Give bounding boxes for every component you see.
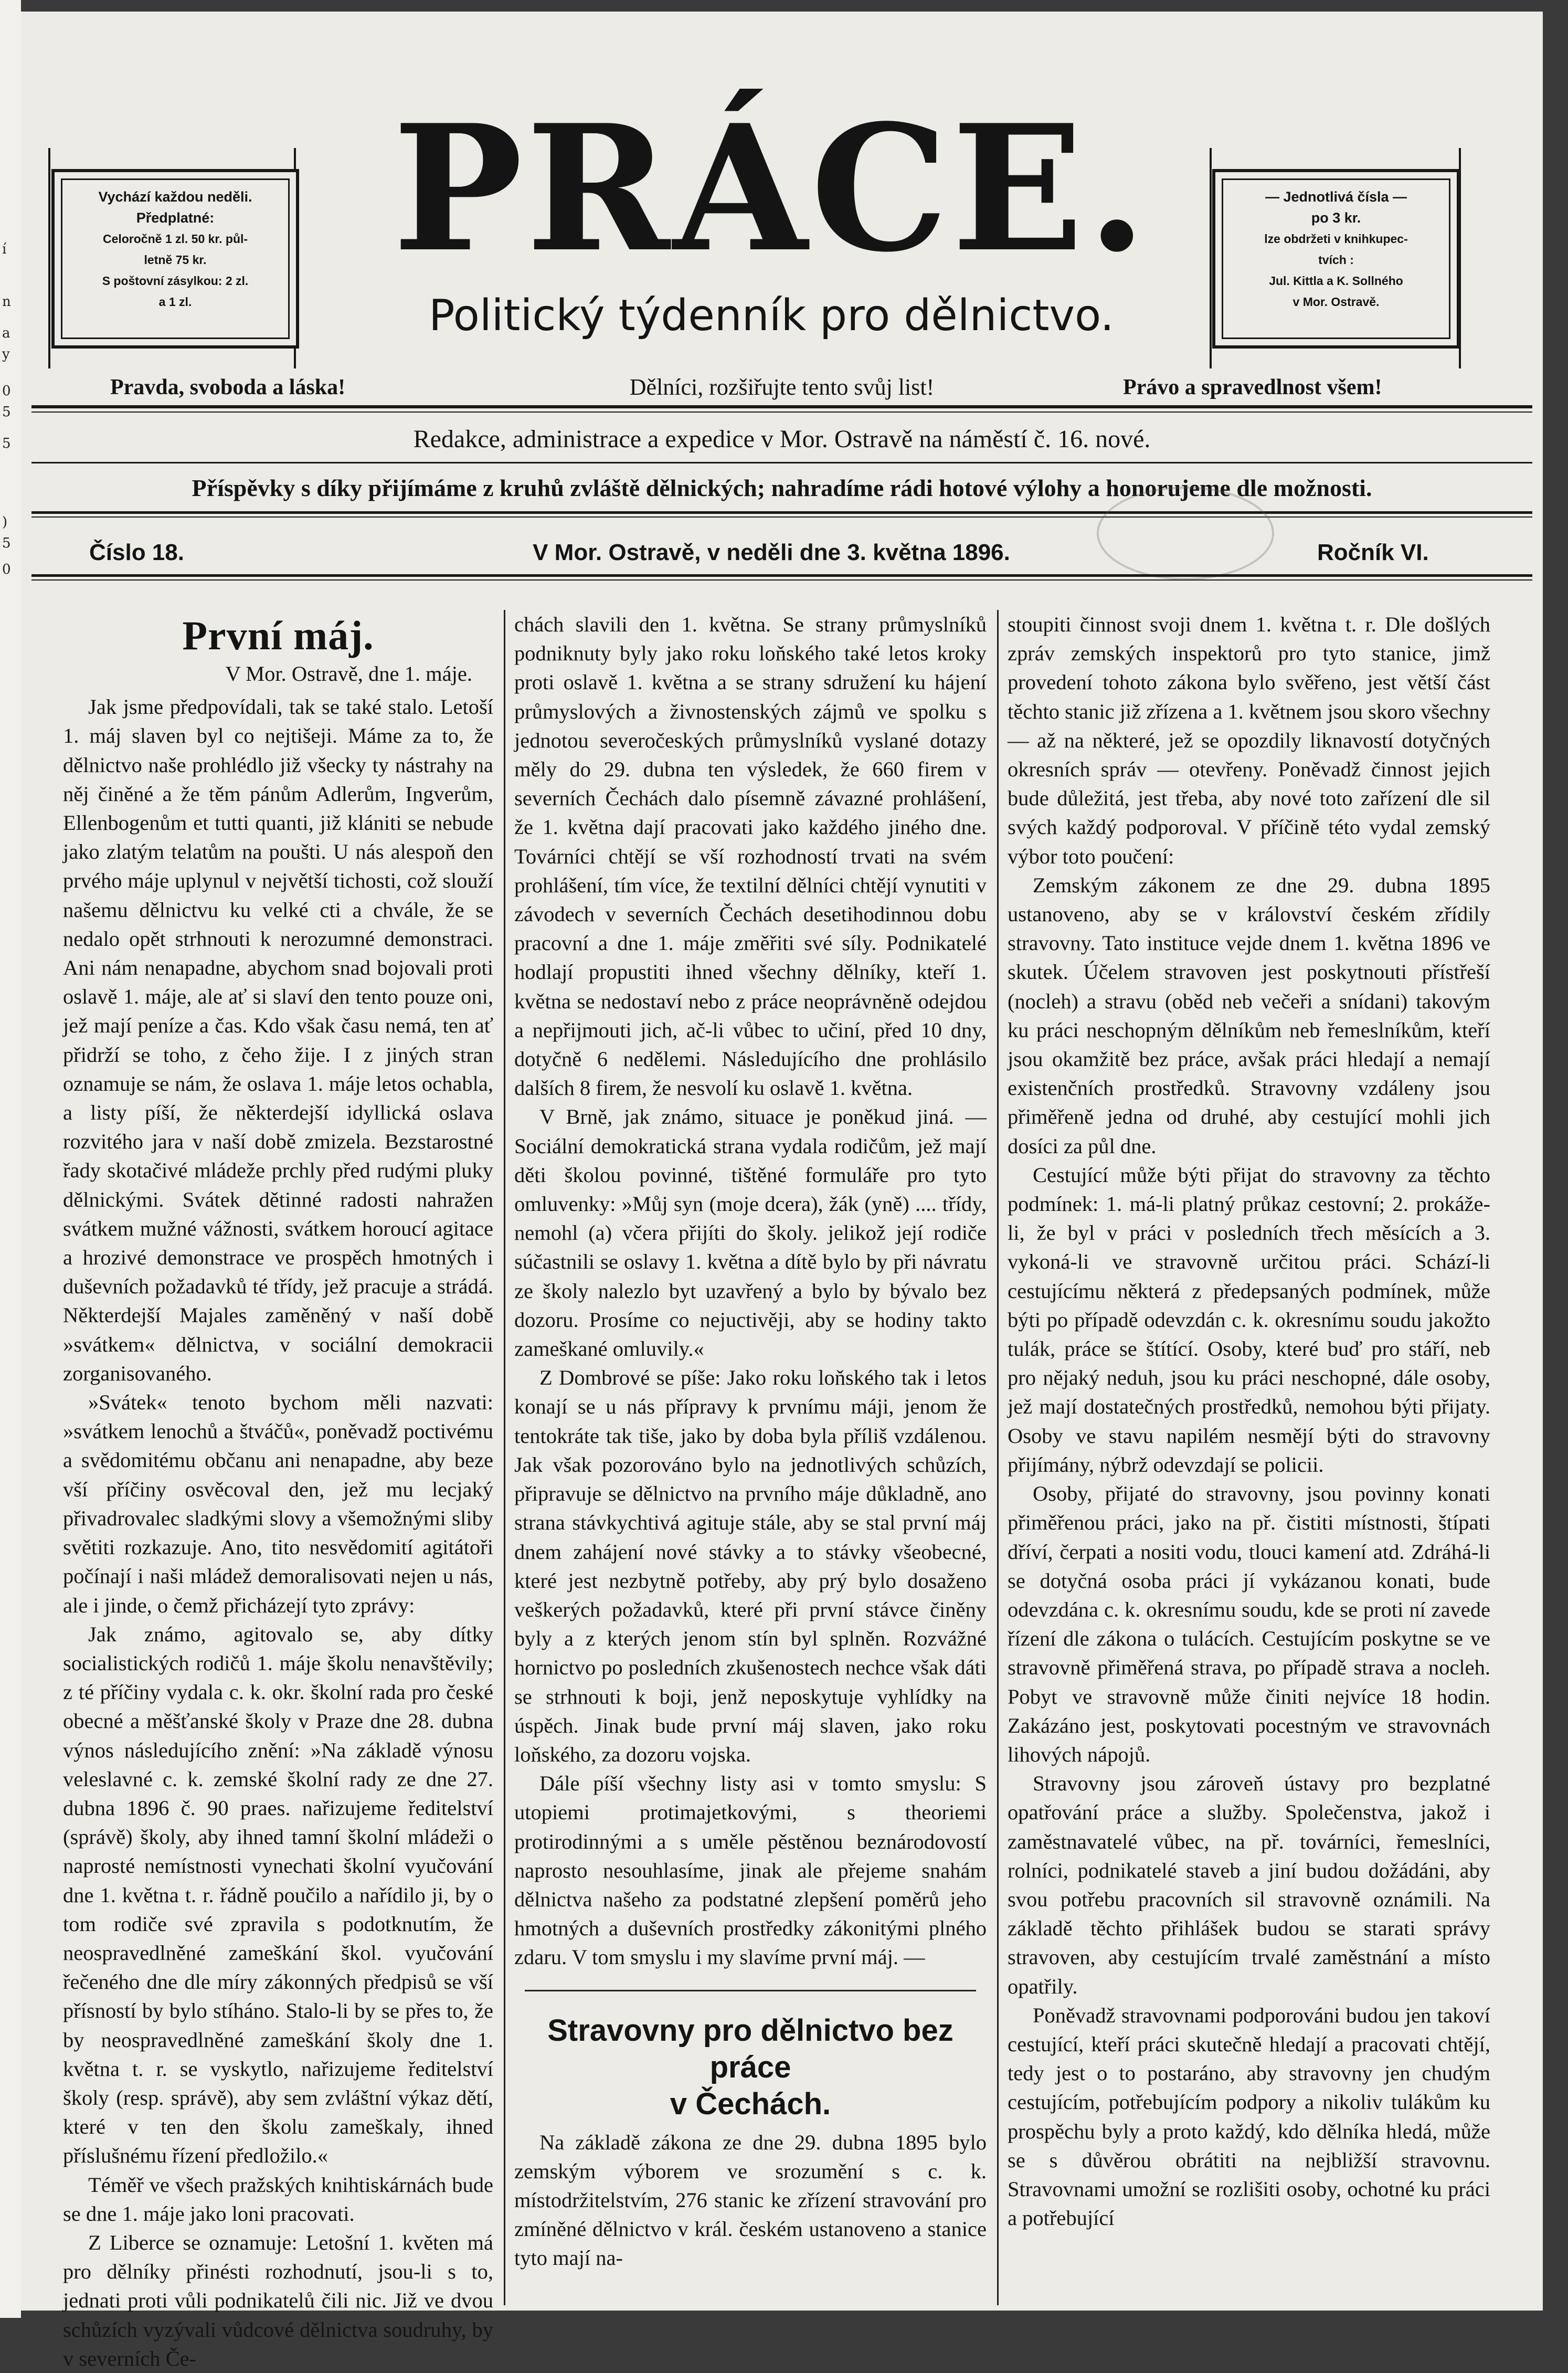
section-divider [525, 1990, 976, 1991]
paragraph: Z Dombrové se píše: Jako roku loňského tak i letos konají se u nás přípravy k prvnímu máji, jenom že tentokráte tak tiše, jako by doba byla příliš vzdálenou. Jak však pozorováno bylo na jednotlivých schůzích, připravuje se dělnictvo na prvního máje důkladně, ano strana stávkychtivá agituje stále, aby se stal první máj dnem zahájení nové stávky a to stávky všeobecné, které jest nezbytně potřeby, aby prý bylo dosaženo veškerých požadavků, které při první stávce činěny byly a z kterých jenom stín byl splněn. Rozvážné hornictvo po posledních zkušenostech nechce však dáti se strhnouti k boji, jenž neposkytuje vyhlídky na úspěch. Jinak bude první máj slaven, jako roku loňského, za dozoru vojska. [514, 1366, 987, 1766]
motto-right: Právo a spravedlnost všem! [1123, 375, 1382, 399]
header-rule [31, 405, 1532, 408]
motto-center: Dělníci, rozšiřujte tento svůj list! [629, 374, 935, 400]
header-rule [31, 574, 1532, 577]
single-issue-line: Jul. Kittla a K. Sollného [1269, 274, 1403, 288]
header-rule [31, 579, 1532, 581]
margin-char: 0 [2, 562, 11, 577]
column-divider [504, 610, 505, 2305]
single-issue-line: lze obdržeti v knihkupec- [1264, 232, 1408, 246]
article-title: Stravovny pro dělnictvo bez práce [547, 2013, 953, 2084]
subscription-line: a 1 zl. [158, 295, 192, 309]
paragraph: Stravovny jsou zároveň ústavy pro bezplatné opatřování práce a služby. Společenstva, jakož i zaměstnavatelé vůbec, na př. továrníci, řemeslníci, rolníci, podnikatelé staveb a jiní budou dožádáni, aby svou potřebu pracovních sil stravovně oznámili. Na základě těchto přihlášek budou se starati správy stravoven, aby cestujícím trvalé zaměstnání a místo opatřily. [1008, 1771, 1490, 1998]
margin-char: 0 [2, 383, 11, 399]
left-margin-strip [0, 0, 21, 2318]
header-rule [31, 516, 1532, 518]
paragraph: chách slavili den 1. května. Se strany průmyslníků podniknuty byly jako roku loňského také letos kroky proti oslavě 1. května a se strany sdružení ku hájení průmyslových a živnostenských zájmů ve spolku s jednotou severočeských průmyslníků vyslané dotazy měly do 29. dubna ten výsledek, že 660 firem v severních Čechách dalo písemně závazné prohlášení, že 1. května dají pracovati jako každého jiného dne. Továrníci chtějí se vší rozhodností trvati na svém prohlášení, tím více, že textilní dělníci chtějí vynutiti v závodech v severních Čechách desetihodinnou dobu pracovní a dne 1. máje změřiti své síly. Podnikatelé hodlají propustiti ihned všechny dělníky, kteří 1. května se nedostaví nebo z práce neoprávněně odejdou a nepřijmouti jich, ač-li vůbec to učiní, před 10 dny, dotyčně 6 nedělemi. Následujícího dne prohlásilo dalších 8 firem, že nesvolí ku oslavě 1. května. [514, 613, 987, 1100]
subscription-box [51, 169, 299, 349]
paragraph: V Brně, jak známo, situace je poněkud jiná. — Sociální demokratická strana vydala rodičům, jež mají děti školou povinné, tištěné formuláře pro tyto omluvenky: »Můj syn (moje dcera), žák (yně) .... třídy, nemohl (a) včera přijíti do školy. jelikož její rodiče súčastnili se oslavy 1. května a dítě bylo by při návratu ze školy nalezlo byt uzavřený a bylo by bývalo bez dozoru. Prosíme co nejuctivěji, aby se hodiny takto zameškané omluvily.« [514, 1105, 987, 1361]
paragraph: Jak známo, agitovalo se, aby dítky socialistických rodičů 1. máje školu nenavštěvily; z té příčiny vydala c. k. okr. školní rada pro české obecné a měšťanské školy v Praze dne 28. dubna výnos následujícího znění: »Na základě výnosu veleslavné c. k. zemské školní rady ze dne 27. dubna 1896 č. 90 praes. nařizujeme ředitelství (správě) školy, aby ihned tamní školní mládeži o naprosté nemístnosti vynechati školní vyučování dne 1. května t. r. řádně poučilo a nařídilo ji, by o tom rodiče své zpravila s podotknutím, že neospravedlněné zameškání škol. vyučování řečeného dne dle míry zákonných předpisů se vší přísností by bylo stíháno. Stalo-li by se přes to, že by neospravedlněné zameškání školy dne 1. května t. r. se vyskytlo, nařizujeme ředitelství školy (resp. správě), aby sem zvláštní výkaz dětí, které v ten den školu zameškaly, ihned příslušnému řízení předložilo.« [63, 1622, 493, 2168]
article-title: První máj. [182, 613, 374, 658]
margin-char: 5 [2, 535, 11, 551]
column-2 [514, 610, 987, 2273]
paragraph: »Svátek« tenoto bychom měli nazvati: »svátkem lenochů a štváčů«, poněvadž poctivému a svědomitému občanu ani nenapadne, aby beze vší příčiny osvěcoval den, jež mu lecjaký přivadrovalec sladkými slovy a všemožnými sliby světiti rozkazuje. Ano, tito nesvědomití agitátoři počínají i naši mládež demoralisovati nejen u nás, ale i jinde, o čemž přicházejí tyto zprávy: [63, 1390, 493, 1617]
newspaper-subtitle: Politický týdenník pro dělnictvo. [429, 291, 1114, 341]
paragraph: Z Liberce se oznamuje: Letošní 1. květen má pro dělníky přinésti rozhodnutí, jsou-li s to, jednati proti vůli podnikatelů čili nic. Již ve dvou schůzích vyzývali vůdcové dělnictva soudruhy, by v severních Če- [63, 2230, 493, 2370]
margin-char: ) [2, 514, 8, 530]
volume-number: Ročník VI. [1317, 540, 1429, 565]
masthead-left-outer-line [48, 148, 50, 368]
header-rule [31, 412, 1532, 413]
article-dateline: V Mor. Ostravě, dne 1. máje. [225, 662, 472, 685]
issue-number: Číslo 18. [89, 540, 184, 565]
single-issue-box [1212, 169, 1460, 349]
single-issue-line: tvích : [1318, 253, 1354, 267]
paragraph: stoupiti činnost svoji dnem 1. května t. r. Dle došlých zpráv zemských inspektorů pro tyto stanice, jimž provedení tohoto zákona bylo svěřeno, jest větší část těchto stanic již zřízena a 1. květnem jsou skoro všechny — až na některé, jež se opozdily liknavostí dotyčných okresních správ — otevřeny. Poněvadž činnost jejich bude důležitá, jest třeba, aby nové toto zařízení dle sil svých každý podporoval. V příčině této vydal zemský výbor toto poučení: [1008, 613, 1490, 868]
margin-char: í [2, 241, 7, 257]
editorial-address: Redakce, administrace a expedice v Mor. Ostravě na náměstí č. 16. nové. [413, 425, 1151, 453]
paragraph: Zemským zákonem ze dne 29. dubna 1895 ustanoveno, aby se v království českém zřídily stravovny. Tato instituce vejde dnem 1. května 1896 ve skutek. Účelem stravoven jest poskytnouti přístřeší (nocleh) a stravu (oběd neb večeři a snídani) takovým ku práci neschopným dělníkům neb řemeslníkům, kteří jsou okamžitě bez práce, avšak práci hledají a nemají existenčních prostředků. Stravovny vzdáleny jsou přiměřeně jedna od druhé, aby cestující mohli jich dosíci za půl dne. [1008, 873, 1490, 1158]
paragraph: Jak jsme předpovídali, tak se také stalo. Letoší 1. máj slaven byl co nejtišeji. Máme za to, že dělnictvo naše prohlédlo již všecky ty nástrahy na něj činěné a že těm pánům Adlerům, Ingverům, Ellenbogenům et tutti quanti, již klániti se nebude jako zlatým telatům na poušti. U nás alespoň den prvého máje uplynul v největší tichosti, což slouží našemu dělnictvu ku velké cti a chvále, že se nedalo opět strhnouti k nerozumné demonstraci. Ani nám nenapadne, abychom snad bojovali proti oslavě 1. máje, ale ať si slaví den tento pouze oni, jež mají peníze a čas. Kdo však času nemá, ten ať přidrží se toho, z čeho žije. I z jiných stran oznamuje se nám, že oslava 1. máje letos ochabla, a listy píší, že některdejší idyllická oslava rozvitého jara v naší době zmizela. Bezstarostné řady skotačivé mládeže prchly před rudými pluky dělnickými. Svátek dětinné radosti nahražen svátkem mužné vážnosti, svátkem horoucí agitace a hrozivé demonstrace ve prospěch hmotných i duševních požadavků té třídy, jež pracuje a strádá. Některdejší Majales zaměněný v naší době »svátkem« dělnictva, v sociální demokracii zorganisovaného. [63, 695, 493, 1385]
header-rule [31, 462, 1532, 463]
single-issue-line: po 3 kr. [1311, 210, 1361, 226]
library-stamp [1097, 487, 1274, 580]
margin-char: n [2, 294, 11, 310]
subscription-line: Vychází každou neděli. [98, 189, 252, 205]
paragraph: Dále píší všechny listy asi v tomto smyslu: S utopiemi protimajetkovými, s theoriemi protirodinnými a s uměle pěstěnou beznárodovostí naprosto nesouhlasíme, jinak ale přejeme snahám dělnictva našeho za podstatné zlepšení poměrů jeho hmotných a duševních prostředky zákonitými plného zdaru. V tom smyslu i my slavíme první máj. — [514, 1771, 987, 1969]
column-1 [63, 610, 493, 2373]
paragraph: Poněvadž stravovnami podporováni budou jen takoví cestující, kteří práci skutečně hledají a pracovati chtějí, tedy jest o to postaráno, aby stravovny jen chudým cestujícím, potřebujícím podpory a nikoliv tulákům ku prospěchu byly a proto každý, kdo dělníka hledá, může se s důvěrou obrátiti na nejbližší stravovnu. Stravovnami umožní se rozlišiti osoby, ochotné ku práci a potřebující [1008, 2003, 1490, 2230]
subscription-line: S poštovní zásylkou: 2 zl. [102, 274, 249, 288]
margin-char: 5 [2, 436, 11, 451]
margin-char: a [2, 325, 10, 341]
newspaper-page [21, 12, 1543, 2370]
article-title: v Čechách. [670, 2086, 831, 2121]
motto-left: Pravda, svoboda a láska! [110, 375, 346, 399]
column-divider [997, 610, 999, 2305]
single-issue-line: v Mor. Ostravě. [1292, 295, 1380, 309]
margin-char: y [2, 346, 10, 362]
column-3 [1008, 610, 1490, 2232]
paragraph: Téměř ve všech pražských knihtiskárnách bude se dne 1. máje jako loni pracovati. [63, 2172, 493, 2226]
subscription-line: Celoročně 1 zl. 50 kr. půl- [102, 232, 248, 246]
contributions-notice: Příspěvky s díky přijímáme z kruhů zvláště dělnických; nahradíme rádi hotové výlohy a honorujeme dle možnosti. [192, 474, 1372, 501]
margin-char: 5 [2, 404, 11, 420]
issue-date: V Mor. Ostravě, v neděli dne 3. května 1896. [533, 540, 1010, 565]
single-issue-line: — Jednotlivá čísla — [1265, 189, 1407, 205]
masthead-right-inner-line [1210, 148, 1212, 368]
paragraph: Na základě zákona ze dne 29. dubna 1895 bylo zemským výborem ve srozumění s c. k. místodržitelstvím, 276 stanic ke zřízení stravování pro zmíněné dělnictvo v král. českém ustanoveno a stanice tyto mají na- [514, 2130, 987, 2270]
subscription-line: Předplatné: [136, 210, 215, 226]
header-rule [31, 511, 1532, 514]
paragraph: Osoby, přijaté do stravovny, jsou povinny konati přiměřenou práci, jako na př. čistiti místnosti, štípati dříví, čerpati a nositi vodu, tlouci kamení atd. Zdráhá-li se dotyčná osoba práci jí vykázanou konati, bude odevzdána c. k. okresnímu soudu, kde se proti ní zavede řízení dle zákona o tulácích. Cestujícím poskytne se ve stravovně přiměřená strava, po případě strava a nocleh. Pobyt ve stravovně může činiti nejvíce 18 hodin. Zakázáno jest, poskytovati pocestným ve stravovnách lihových nápojů. [1008, 1482, 1490, 1766]
newspaper-title: PRÁCE. [393, 87, 1150, 290]
subscription-line: letně 75 kr. [144, 253, 207, 267]
paragraph: Cestující může býti přijat do stravovny za těchto podmínek: 1. má-li platný průkaz cestovní; 2. prokáže-li, že byl v práci v posledních třech měsících a 3. vykoná-li ve stravovně určitou práci. Schází-li cestujícímu některá z předepsaných podmínek, může býti po případě odevzdán c. k. okresnímu soudu jakožto tulák, práce se štítící. Osoby, které buď pro stáří, neb pro nějaký neduh, jsou ku práci neschopné, dále osoby, jež mají dostatečných prostředků, nemohou býti přijaty. Osoby ve stavu napilém nesmějí býti do stravovny přijímány, nýbrž odevzdají se policii. [1008, 1163, 1490, 1476]
